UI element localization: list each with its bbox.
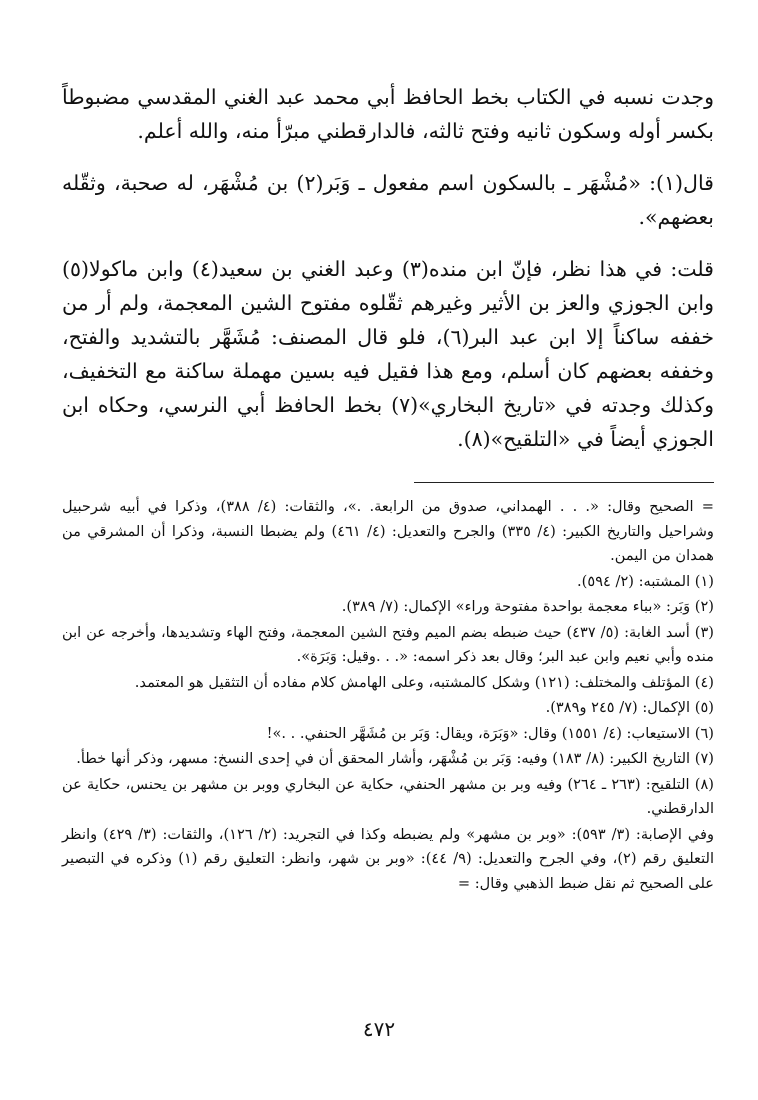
page-number: ٤٧٢ — [362, 1017, 396, 1041]
footnote-1: (١) المشتبه: (٢/ ٥٩٤). — [577, 572, 714, 590]
footnote-3: (٣) أسد الغابة: (٥/ ٤٣٧) حيث ضبطه بضم الميم وفتح الشين المعجمة، وفتح الهاء وتشديدها، وأخرجه عن ابن منده وأبي نعيم وابن عبد البر؛ وقال بعد ذكر اسمه: «. . .وقيل: وَبَرَة». — [62, 623, 714, 665]
footnote-6: (٦) الاستيعاب: (٤/ ١٥٥١) وقال: «وَبَرَة، ويقال: وَبَر بن مُشَهَّر الحنفي. . .»! — [266, 724, 714, 742]
footnote-7: (٧) التاريخ الكبير: (٨/ ١٨٣) وفيه: وَبَر بن مُشْهَر، وأشار المحقق أن في إحدى النسخ: مسهر، وذكر أنها خطأ. — [76, 750, 714, 767]
footnote-divider — [414, 482, 714, 483]
footnote-2: (٢) وَبَر: «بباء معجمة بواحدة مفتوحة وراء» الإكمال: (٧/ ٣٨٩). — [341, 598, 714, 615]
body-paragraph-3: قلت: في هذا نظر، فإنّ ابن منده(٣) وعبد الغني بن سعيد(٤) وابن ماكولا(٥) وابن الجوزي والعز بن الأثير وغيرهم ثقّلوه مفتوح الشين المعجمة، ولم أر من خففه ساكناً إلا ابن عبد البر(٦)، فلو قال المصنف: مُشَهَّر بالتشديد والفتح، وخففه بعضهم كان أسلم، ومع هذا فقيل فيه بسين مهملة ساكنة مع التخفيف، وكذلك وجدته في «تاريخ البخاري»(٧) بخط الحافظ أبي النرسي، وحكاه ابن الجوزي أيضاً في «التلقيح»(٨). — [62, 257, 714, 451]
footnote-continuation: = الصحيح وقال: «. . . الهمداني، صدوق من الرابعة. .»، والثقات: (٤/ ٣٨٨)، وذكرا في أبيه شرحبيل وشراحيل والتاريخ الكبير: (٤/ ٣٣٥) والجرح والتعديل: (٤/ ٤٦١) ولم يضبطا النسبة، وذكرا أن المشرقي من همدان من اليمن. — [62, 498, 714, 564]
footnote-8: (٨) التلقيح: (٢٦٣ ـ ٢٦٤) وفيه وبر بن مشهر الحنفي، حكاية عن البخاري ووبر بن مشهر بن يحنس، حكاية عن الدارقطني. — [62, 775, 714, 817]
page-content — [62, 80, 714, 896]
footnote-5: (٥) الإكمال: (٧/ ٢٤٥ و٣٨٩). — [545, 699, 714, 716]
footnote-4: (٤) المؤتلف والمختلف: (١٢١) وشكل كالمشتبه، وعلى الهامش كلام مفاده أن التثقيل هو المعتمد. — [134, 673, 714, 691]
body-paragraph-1: وجدت نسبه في الكتاب بخط الحافظ أبي محمد عبد الغني المقدسي مضبوطاً بكسر أوله وسكون ثانيه وفتح ثالثه، فالدارقطني مبرّأ منه، والله أعلم. — [62, 85, 714, 143]
footnote-8-continued: وفي الإصابة: (٣/ ٥٩٣): «وبر بن مشهر» ولم يضبطه وكذا في التجريد: (٢/ ١٢٦)، والثقات: (٣/ ٤٢٩) وانظر التعليق رقم (٢)، وفي الجرح والتعديل: (٩/ ٤٤): «وبر بن شهر، وانظر: التعليق رقم (١) وذكره في التبصير على الصحيح ثم نقل ضبط الذهبي وقال: = — [62, 825, 715, 892]
footnotes — [62, 495, 714, 896]
body-paragraph-2: قال(١): «مُشْهَر ـ بالسكون اسم مفعول ـ وَبَر(٢) بن مُشْهَر، له صحبة، وثقّله بعضهم». — [62, 171, 714, 229]
